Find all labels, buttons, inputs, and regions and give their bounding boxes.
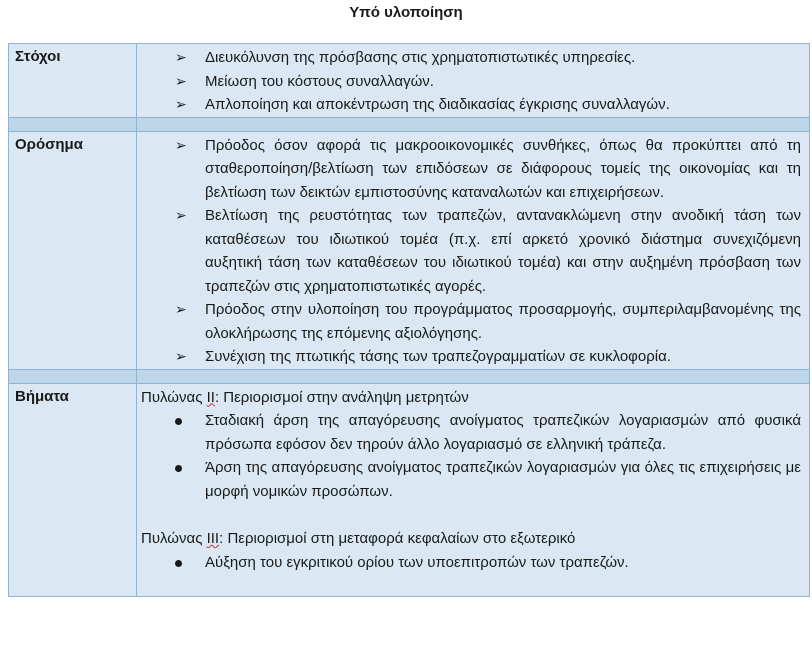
list-item: Άρση της απαγόρευσης ανοίγματος τραπεζικών λογαριασμών για όλες τις επιχειρήσεις με μορφή νομικών προσώπων. <box>137 456 801 503</box>
bullet-icon <box>175 418 182 425</box>
document-title: Υπό υλοποίηση <box>349 4 463 21</box>
arrow-bullet-icon: ➢ <box>175 96 187 112</box>
list-item: Σταδιακή άρση της απαγόρευσης ανοίγματος τραπεζικών λογαριασμών από φυσικά πρόσωπα εφόσον δεν τηρούν άλλο λογαριασμό σε ελληνική τράπεζα. <box>137 409 801 456</box>
pillar-3-heading: Πυλώνας III: Περιορισμοί στη μεταφορά κεφαλαίων στο εξωτερικό <box>141 530 576 547</box>
steps-label: Βήματα <box>9 383 137 596</box>
list-item: ➢ Διευκόλυνση της πρόσβασης στις χρηματοπιστωτικές υπηρεσίες. <box>137 46 801 70</box>
steps-content <box>137 383 810 596</box>
milestones-content <box>137 131 810 369</box>
milestones-list <box>137 132 809 369</box>
list-item: ➢ Πρόοδος όσον αφορά τις μακροοικονομικές συνθήκες, όπως θα προκύπτει από τη σταθεροποίηση/βελτίωση των επιδόσεων σε διάφορους τομείς της οικονομίας και τη βελτίωση των δεικτών εμπιστοσύνης καταναλωτών και επιχειρήσεων. <box>137 134 801 205</box>
list-item: ➢ Απλοποίηση και αποκέντρωση της διαδικασίας έγκρισης συναλλαγών. <box>137 93 801 117</box>
bullet-icon <box>175 560 182 567</box>
milestones-row <box>9 131 810 369</box>
list-item: ➢ Συνέχιση της πτωτικής τάσης των τραπεζογραμματίων σε κυκλοφορία. <box>137 345 801 369</box>
pillar-2-list <box>137 409 809 503</box>
goals-row <box>9 44 810 118</box>
list-item: Αύξηση του εγκριτικού ορίου των υποεπιτροπών των τραπεζών. <box>137 551 801 575</box>
list-item: ➢ Βελτίωση της ρευστότητας των τραπεζών, αντανακλώμενη στην ανοδική τάση των καταθέσεων του ιδιωτικού τομέα (π.χ. επί αρκετό χρονικό διάστημα συνεχιζόμενη αυξητική τάση των καταθέσεων του ιδιωτικού τομέα) και στην αυξημένη πρόσβαση των τραπεζών στις χρηματοπιστωτικές αγορές. <box>137 204 801 298</box>
arrow-bullet-icon: ➢ <box>175 72 187 89</box>
bullet-icon <box>175 465 182 472</box>
arrow-bullet-icon: ➢ <box>175 301 187 317</box>
list-item: ➢ Πρόοδος στην υλοποίηση του προγράμματος προσαρμογής, συμπεριλαμβανομένης της ολοκλήρωσης της επόμενης αξιολόγησης. <box>137 298 801 345</box>
goals-list <box>137 44 809 117</box>
milestones-label: Ορόσημα <box>9 131 137 369</box>
arrow-bullet-icon: ➢ <box>175 49 187 65</box>
arrow-bullet-icon: ➢ <box>175 348 187 364</box>
arrow-bullet-icon: ➢ <box>175 207 187 223</box>
spacer-row <box>9 117 810 131</box>
pillar-3-list <box>137 551 809 575</box>
steps-row <box>9 383 810 596</box>
goals-content <box>137 44 810 118</box>
goals-label: Στόχοι <box>9 44 137 118</box>
spacer-row <box>9 369 810 383</box>
list-item: ➢ Μείωση του κόστους συναλλαγών. <box>137 70 801 94</box>
arrow-bullet-icon: ➢ <box>175 136 187 153</box>
pillar-2-heading: Πυλώνας II: Περιορισμοί στην ανάληψη μετρητών <box>141 388 469 406</box>
status-table <box>8 43 810 597</box>
